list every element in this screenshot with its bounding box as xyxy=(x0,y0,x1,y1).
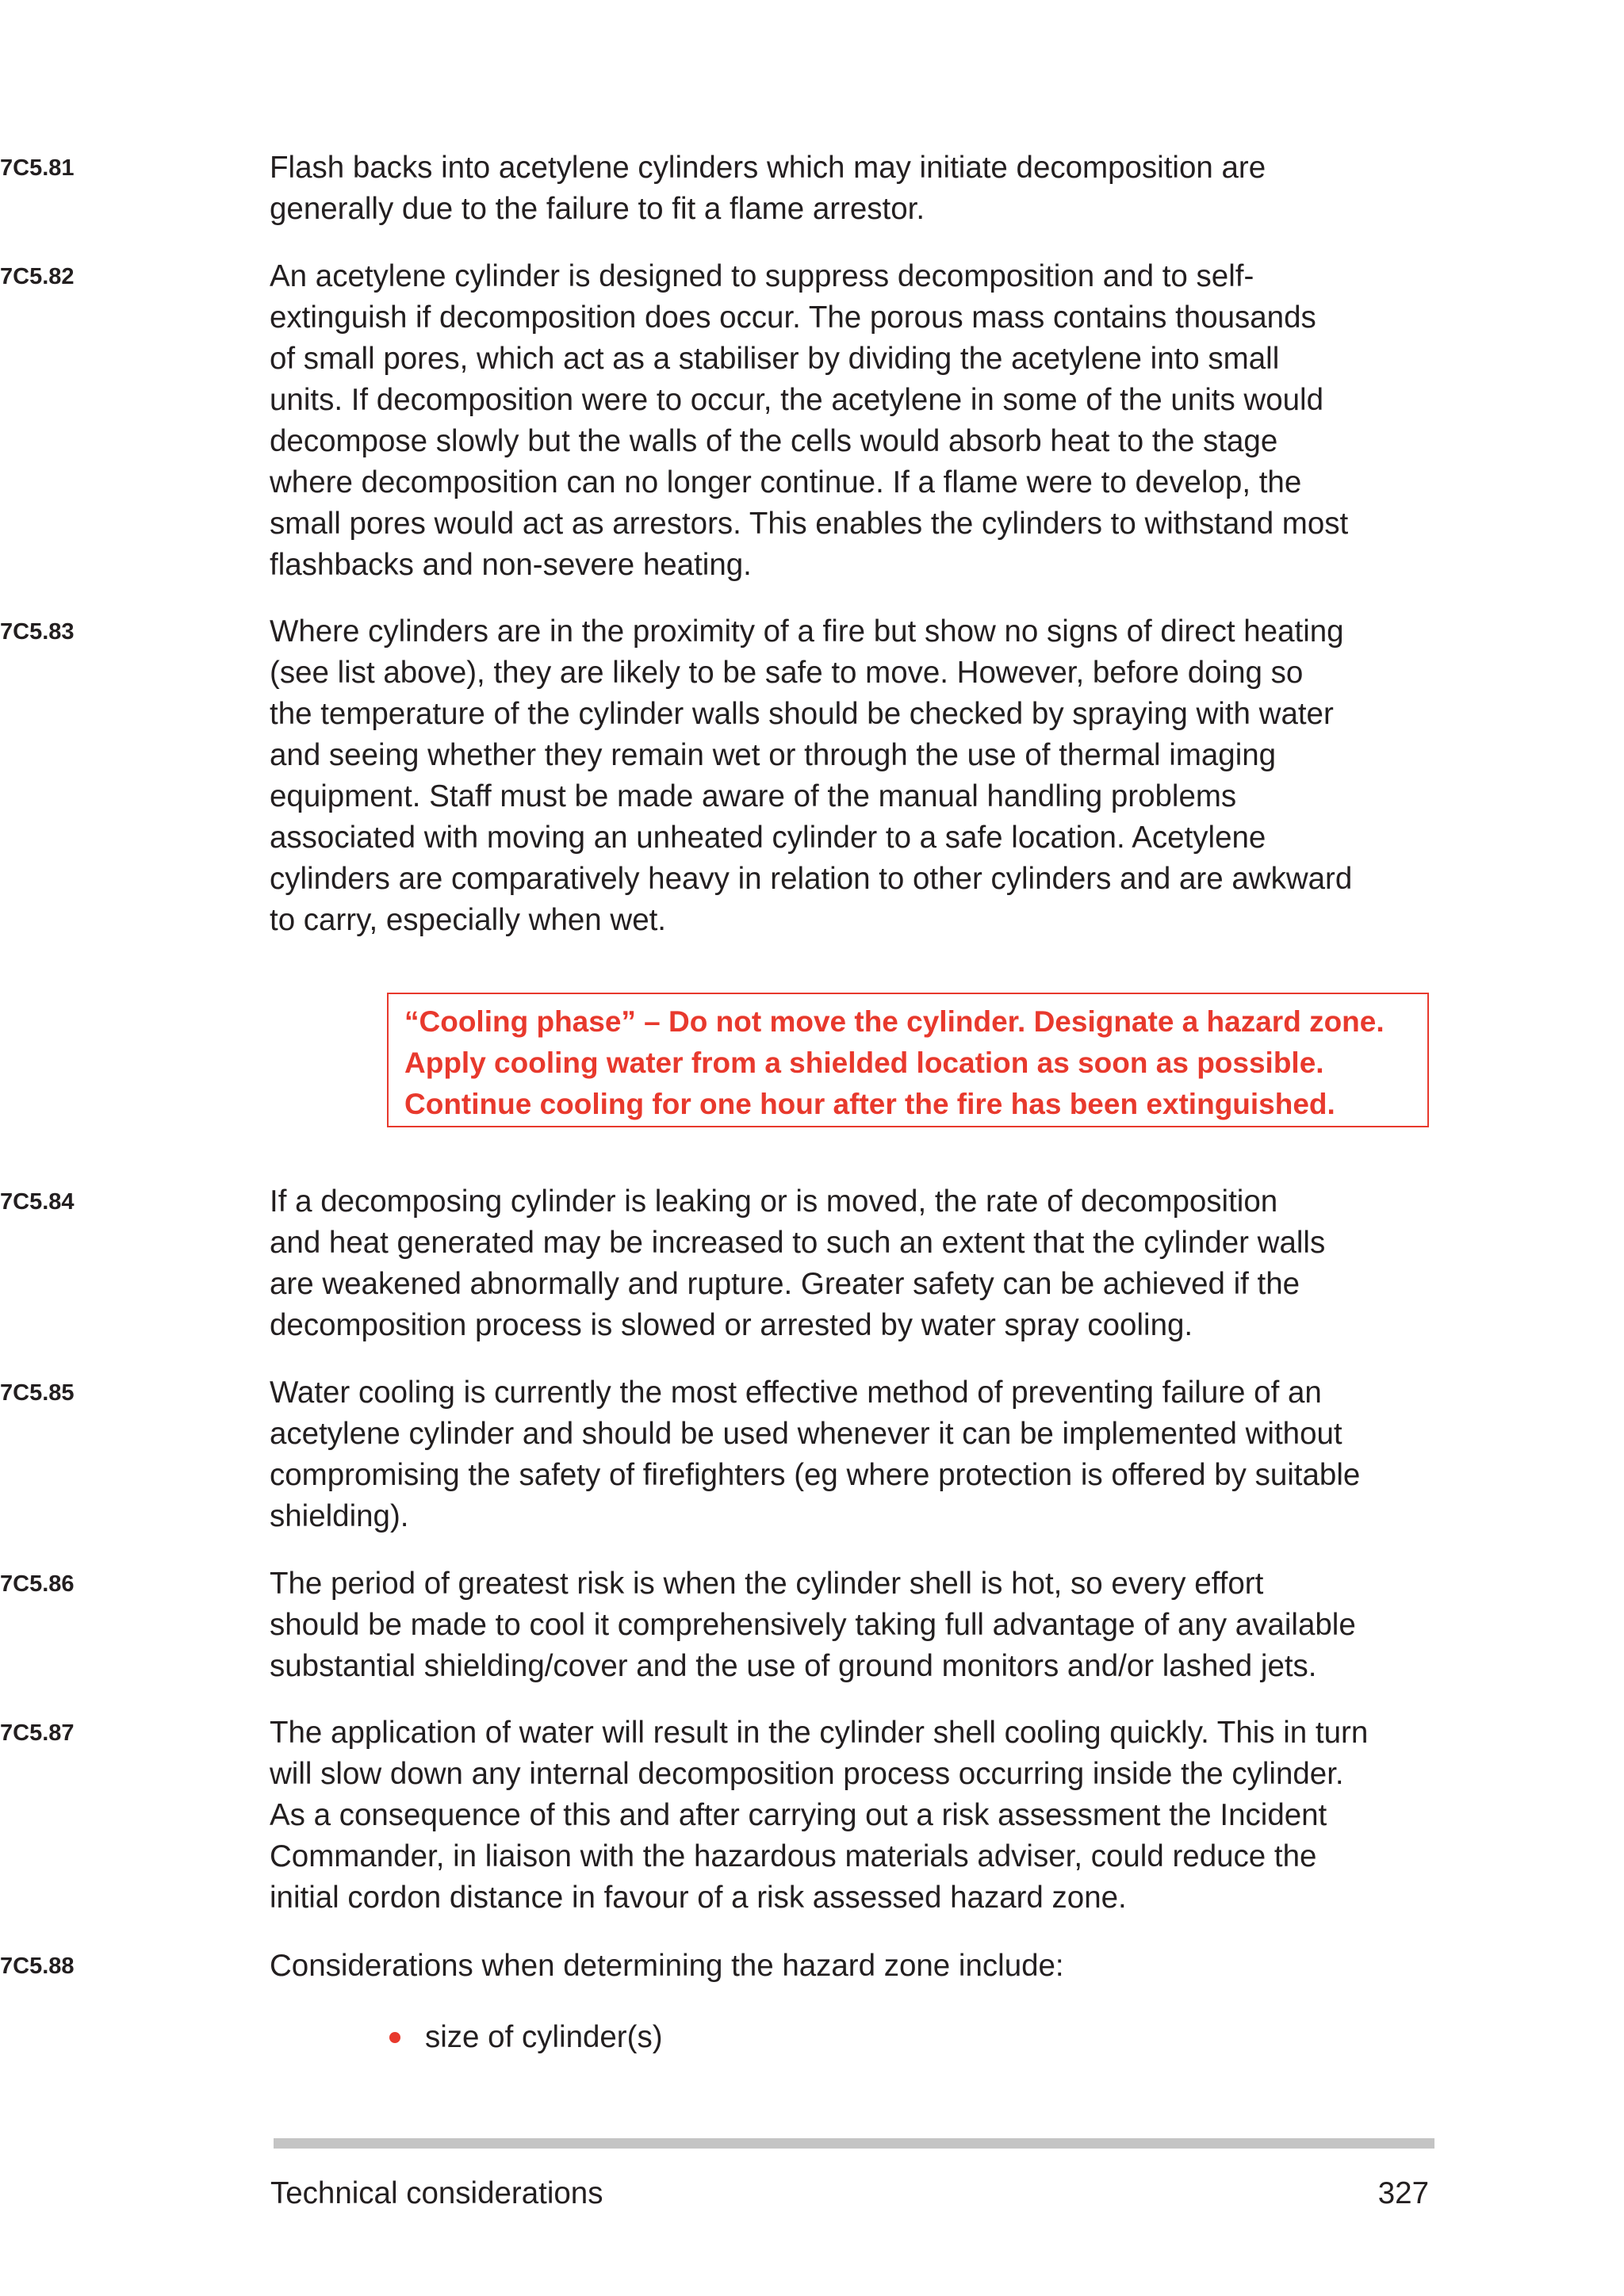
paragraph-line: Water cooling is currently the most effective method of preventing failure of an xyxy=(270,1376,1322,1410)
paragraph-number: 7C5.88 xyxy=(0,1954,75,1979)
paragraph-line: cylinders are comparatively heavy in relation to other cylinders and are awkward xyxy=(270,862,1353,896)
paragraph-line: units. If decomposition were to occur, the acetylene in some of the units would xyxy=(270,383,1323,417)
paragraph-line: decomposition process is slowed or arrested by water spray cooling. xyxy=(270,1308,1193,1342)
paragraph-line: compromising the safety of firefighters (eg where protection is offered by suitable xyxy=(270,1458,1361,1492)
paragraph-line: should be made to cool it comprehensively taking full advantage of any available xyxy=(270,1608,1356,1642)
footer-rule xyxy=(274,2138,1434,2149)
paragraph-7c5-82 xyxy=(0,256,1443,586)
paragraph-line: The application of water will result in the cylinder shell cooling quickly. This in turn xyxy=(270,1716,1369,1750)
paragraph-line: Commander, in liaison with the hazardous materials adviser, could reduce the xyxy=(270,1839,1317,1873)
paragraph-line: where decomposition can no longer continue. If a flame were to develop, the xyxy=(270,465,1302,499)
paragraph-7c5-87 xyxy=(0,1712,1443,1919)
paragraph-7c5-88 xyxy=(0,1946,1443,1987)
paragraph-line: (see list above), they are likely to be safe to move. However, before doing so xyxy=(270,656,1304,690)
paragraph-number: 7C5.87 xyxy=(0,1720,75,1746)
paragraph-line: Considerations when determining the hazard zone include: xyxy=(270,1949,1064,1983)
paragraph-7c5-85 xyxy=(0,1372,1443,1537)
paragraph-line: shielding). xyxy=(270,1499,409,1533)
paragraph-line: Flash backs into acetylene cylinders which may initiate decomposition are xyxy=(270,151,1266,185)
callout-line: “Cooling phase” – Do not move the cylinder. Designate a hazard zone. xyxy=(404,1005,1385,1038)
footer-section-title: Technical considerations xyxy=(270,2176,603,2210)
paragraph-line: acetylene cylinder and should be used whenever it can be implemented without xyxy=(270,1417,1342,1451)
paragraph-line: and heat generated may be increased to such an extent that the cylinder walls xyxy=(270,1226,1326,1260)
paragraph-7c5-83 xyxy=(0,611,1443,941)
paragraph-line: As a consequence of this and after carrying out a risk assessment the Incident xyxy=(270,1798,1327,1832)
paragraph-number: 7C5.84 xyxy=(0,1189,75,1215)
paragraph-line: The period of greatest risk is when the cylinder shell is hot, so every effort xyxy=(270,1567,1264,1601)
paragraph-number: 7C5.85 xyxy=(0,1380,75,1406)
paragraph-line: the temperature of the cylinder walls should be checked by spraying with water xyxy=(270,697,1334,731)
paragraph-7c5-86 xyxy=(0,1563,1443,1687)
cooling-phase-callout xyxy=(387,993,1429,1127)
paragraph-7c5-81 xyxy=(0,147,1443,230)
paragraph-7c5-84 xyxy=(0,1181,1443,1346)
page-number: 327 xyxy=(1377,2176,1429,2210)
paragraph-line: generally due to the failure to fit a flame arrestor. xyxy=(270,192,925,226)
paragraph-line: small pores would act as arrestors. This enables the cylinders to withstand most xyxy=(270,507,1349,541)
paragraph-line: are weakened abnormally and rupture. Greater safety can be achieved if the xyxy=(270,1267,1300,1301)
paragraph-line: will slow down any internal decomposition process occurring inside the cylinder. xyxy=(270,1757,1344,1791)
paragraph-line: initial cordon distance in favour of a risk assessed hazard zone. xyxy=(270,1881,1127,1915)
paragraph-line: substantial shielding/cover and the use of ground monitors and/or lashed jets. xyxy=(270,1649,1317,1683)
paragraph-text xyxy=(270,1946,1443,1987)
callout-line: Continue cooling for one hour after the fire has been extinguished. xyxy=(404,1088,1335,1120)
paragraph-number: 7C5.82 xyxy=(0,264,75,289)
paragraph-text xyxy=(270,1372,1443,1537)
paragraph-line: Where cylinders are in the proximity of a fire but show no signs of direct heating xyxy=(270,614,1344,649)
bullet-dot-icon xyxy=(389,2032,400,2043)
paragraph-text xyxy=(270,1181,1443,1346)
paragraph-number: 7C5.81 xyxy=(0,155,75,181)
paragraph-line: associated with moving an unheated cylinder to a safe location. Acetylene xyxy=(270,821,1266,855)
paragraph-text xyxy=(270,1712,1443,1919)
paragraph-line: extinguish if decomposition does occur. The porous mass contains thousands xyxy=(270,300,1316,335)
paragraph-line: to carry, especially when wet. xyxy=(270,903,666,937)
bullet-item xyxy=(387,2017,663,2058)
paragraph-text xyxy=(270,256,1443,586)
paragraph-line: An acetylene cylinder is designed to suppress decomposition and to self- xyxy=(270,259,1254,293)
paragraph-line: and seeing whether they remain wet or through the use of thermal imaging xyxy=(270,738,1277,772)
paragraph-text xyxy=(270,611,1443,941)
paragraph-line: flashbacks and non-severe heating. xyxy=(270,548,752,582)
paragraph-line: If a decomposing cylinder is leaking or is moved, the rate of decomposition xyxy=(270,1184,1278,1219)
paragraph-number: 7C5.86 xyxy=(0,1571,75,1597)
paragraph-line: of small pores, which act as a stabiliser by dividing the acetylene into small xyxy=(270,342,1280,376)
paragraph-text xyxy=(270,147,1443,230)
callout-line: Apply cooling water from a shielded location as soon as possible. xyxy=(404,1047,1324,1079)
paragraph-line: equipment. Staff must be made aware of the manual handling problems xyxy=(270,779,1237,813)
paragraph-text xyxy=(270,1563,1443,1687)
paragraph-line: decompose slowly but the walls of the cells would absorb heat to the stage xyxy=(270,424,1278,458)
paragraph-number: 7C5.83 xyxy=(0,619,75,645)
bullet-text: size of cylinder(s) xyxy=(425,2020,663,2054)
